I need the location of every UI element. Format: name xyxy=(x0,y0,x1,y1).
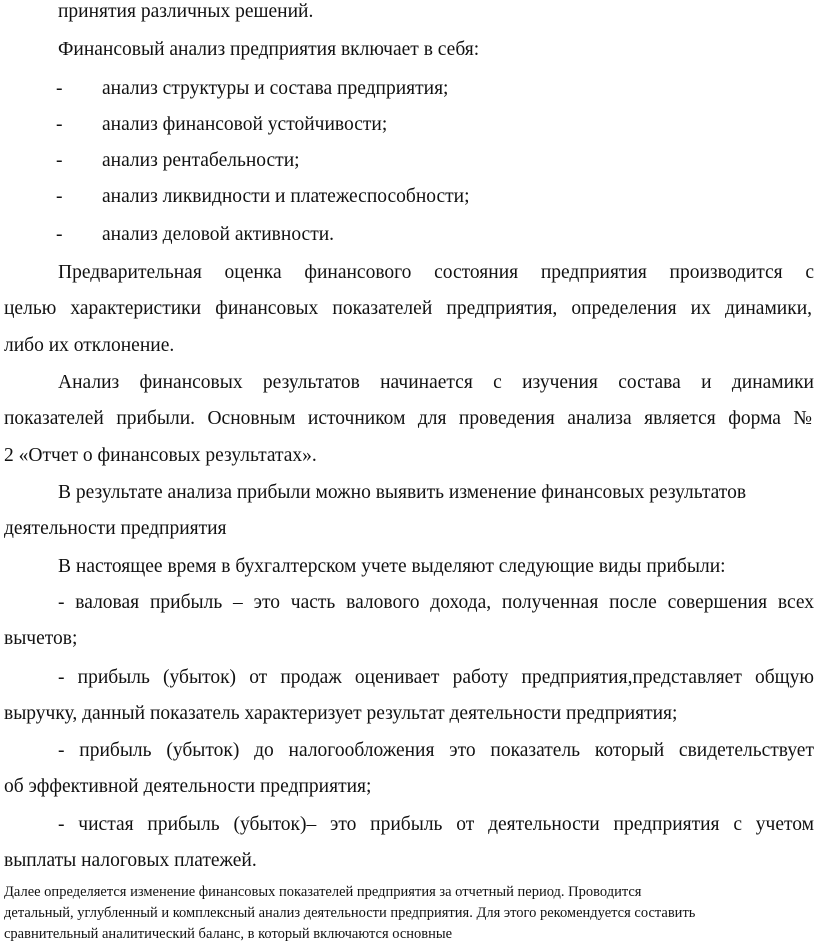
paragraph-line: вычетов; xyxy=(4,628,78,649)
paragraph-line: выплаты налоговых платежей. xyxy=(4,850,257,871)
bullet-marker: - xyxy=(56,150,63,171)
paragraph-line: В результате анализа прибыли можно выявить изменение финансовых результатов xyxy=(58,482,747,503)
paragraph-line: - чистая прибыль (убыток)– это прибыль от деятельности предприятия с учетом xyxy=(58,814,814,835)
paragraph-line: целью характеристики финансовых показателей предприятия, определения их динамики, xyxy=(4,298,812,319)
bullet-item: анализ структуры и состава предприятия; xyxy=(102,78,449,99)
small-text-line: детальный, углубленный и комплексный анализ деятельности предприятия. Для этого рекомендуется составить xyxy=(4,905,696,921)
text-line: принятия различных решений. xyxy=(58,1,314,22)
paragraph-line: 2 «Отчет о финансовых результатах». xyxy=(4,445,317,466)
paragraph-line: либо их отклонение. xyxy=(4,335,175,356)
paragraph-line: деятельности предприятия xyxy=(4,518,227,539)
paragraph-line: показателей прибыли. Основным источником для проведения анализа является форма № xyxy=(4,408,812,429)
paragraph-line: - прибыль (убыток) от продаж оценивает работу предприятия,представляет общую xyxy=(58,667,814,688)
paragraph-line: об эффективной деятельности предприятия; xyxy=(4,776,372,797)
bullet-marker: - xyxy=(56,186,63,207)
bullet-item: анализ финансовой устойчивости; xyxy=(102,114,388,135)
paragraph-line: Анализ финансовых результатов начинается с изучения состава и динамики xyxy=(58,372,814,393)
text-line: Финансовый анализ предприятия включает в себя: xyxy=(58,39,480,60)
bullet-marker: - xyxy=(56,78,63,99)
bullet-item: анализ деловой активности. xyxy=(102,224,335,245)
bullet-item: анализ рентабельности; xyxy=(102,150,300,171)
paragraph-line: - прибыль (убыток) до налогообложения это показатель который свидетельствует xyxy=(58,740,814,761)
paragraph-line: - валовая прибыль – это часть валового дохода, полученная после совершения всех xyxy=(58,592,814,613)
bullet-marker: - xyxy=(56,224,63,245)
small-text-line: Далее определяется изменение финансовых показателей предприятия за отчетный период. Проводится xyxy=(4,884,642,900)
paragraph-line: Предварительная оценка финансового состояния предприятия производится с xyxy=(58,262,814,283)
bullet-marker: - xyxy=(56,114,63,135)
bullet-item: анализ ликвидности и платежеспособности; xyxy=(102,186,470,207)
paragraph-line: выручку, данный показатель характеризует результат деятельности предприятия; xyxy=(4,703,678,724)
paragraph-line: В настоящее время в бухгалтерском учете выделяют следующие виды прибыли: xyxy=(58,556,726,577)
small-text-line: сравнительный аналитический баланс, в который включаются основные xyxy=(4,926,453,942)
